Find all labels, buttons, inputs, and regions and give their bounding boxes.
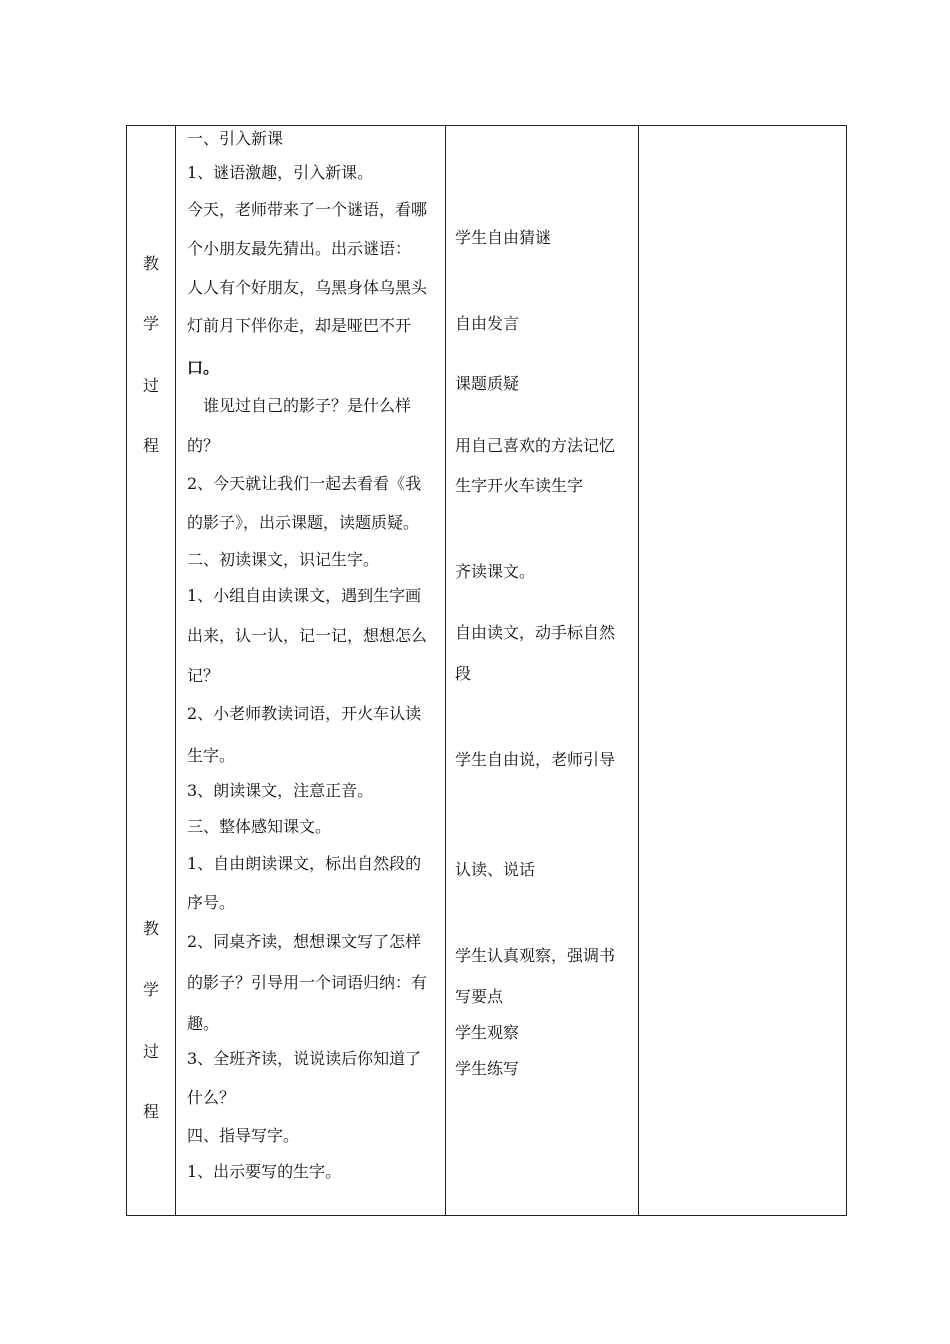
- process-line: 出来，认一认，记一记，想想怎么: [187, 626, 428, 645]
- process-line: 个小朋友最先猜出。出示谜语：: [187, 239, 412, 258]
- process-line: 1、小组自由读课文，遇到生字画: [187, 586, 422, 605]
- process-line: 灯前月下伴你走，却是哑巴不开: [187, 316, 412, 335]
- process-line: 2、同桌齐读，想想课文写了怎样: [187, 932, 422, 951]
- student-activity: 段: [455, 664, 472, 683]
- process-line: 四、指导写字。: [187, 1126, 300, 1145]
- lesson-plan-table: [126, 125, 847, 1216]
- process-line: 序号。: [187, 893, 236, 912]
- section-label-char: 过: [142, 376, 159, 395]
- section-label-char: 教: [142, 919, 159, 938]
- section-label-char: 程: [142, 436, 159, 455]
- student-activity: 生字开火车读生字: [455, 476, 584, 495]
- section-label-char: 过: [142, 1042, 159, 1061]
- process-line: 的？: [187, 436, 220, 455]
- column-divider: [638, 126, 639, 1215]
- process-line: 记？: [187, 666, 220, 685]
- process-line: 人人有个好朋友，乌黑身体乌黑头: [187, 278, 428, 297]
- process-line: 生字。: [187, 746, 236, 765]
- section-label-char: 学: [142, 314, 159, 333]
- process-line: 2、小老师教读词语，开火车认读: [187, 704, 422, 723]
- student-activity: 学生练写: [455, 1059, 520, 1078]
- process-line: 趣。: [187, 1014, 220, 1033]
- student-activity: 自由发言: [455, 314, 520, 333]
- process-line: 1、谜语激趣，引入新课。: [187, 163, 374, 182]
- process-line: 3、全班齐读，说说读后你知道了: [187, 1049, 422, 1068]
- student-activity: 用自己喜欢的方法记忆: [455, 436, 616, 455]
- student-activity: 课题质疑: [455, 374, 520, 393]
- student-activity: 学生观察: [455, 1023, 520, 1042]
- student-activity: 学生认真观察，强调书: [455, 946, 616, 965]
- process-line: 1、出示要写的生字。: [187, 1162, 342, 1181]
- section-label-char: 程: [142, 1102, 159, 1121]
- process-line: 的影子？引导用一个词语归纳：有: [187, 973, 428, 992]
- process-line: 三、整体感知课文。: [187, 817, 332, 836]
- student-activity: 自由读文，动手标自然: [455, 623, 616, 642]
- process-line: 二、初读课文，识记生字。: [187, 550, 380, 569]
- process-line: 一、引入新课: [187, 129, 284, 148]
- process-line: 的影子》，出示课题，读题质疑。: [187, 513, 420, 532]
- section-label-char: 教: [142, 254, 159, 273]
- section-label-char: 学: [142, 980, 159, 999]
- student-activity: 写要点: [455, 987, 504, 1006]
- process-line: 今天，老师带来了一个谜语，看哪: [187, 200, 428, 219]
- student-activity: 学生自由猜谜: [455, 228, 552, 247]
- process-line: 2、今天就让我们一起去看看《我: [187, 474, 422, 493]
- process-line: 1、自由朗读课文，标出自然段的: [187, 854, 422, 873]
- process-line: 什么？: [187, 1088, 236, 1107]
- process-line: 谁见过自己的影子？是什么样: [203, 396, 412, 415]
- student-activity: 认读、说话: [455, 860, 536, 879]
- process-line: 3、朗读课文，注意正音。: [187, 781, 374, 800]
- student-activity: 学生自由说，老师引导: [455, 750, 616, 769]
- column-divider: [175, 126, 176, 1215]
- student-activity: 齐读课文。: [455, 562, 536, 581]
- process-line: 口。: [187, 358, 220, 377]
- column-divider: [445, 126, 446, 1215]
